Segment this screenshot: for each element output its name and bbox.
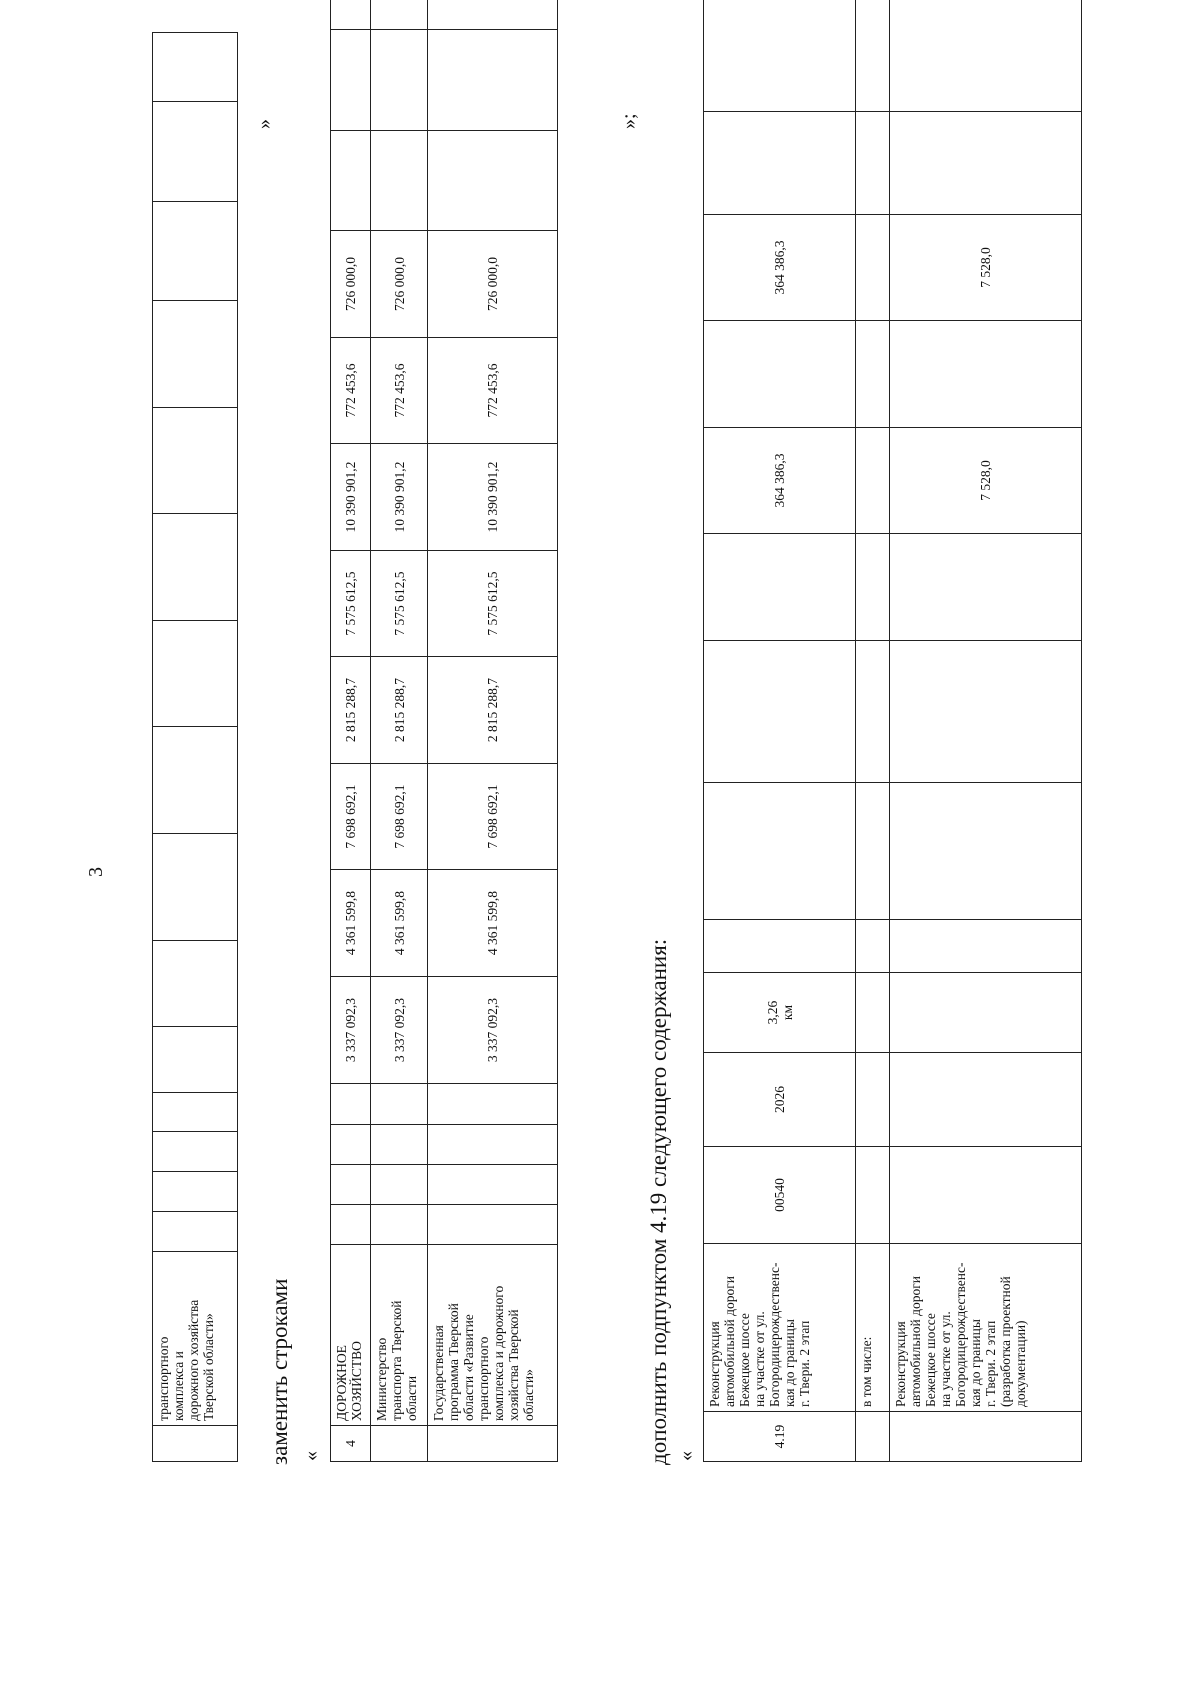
table-row [428,0,558,1462]
value-cell: 364 386,3 [704,428,856,534]
name-line: на участке от ул. [938,1311,953,1407]
name-line: Реконструкция [893,1321,908,1407]
table-previous-tail [152,32,238,1462]
empty-cell [704,920,856,973]
length-value: 3,26 [764,1000,780,1025]
name-cell [371,1245,428,1426]
value-cell: 7 528,0 [890,215,1082,321]
value-cell: 7 575 612,5 [371,551,428,657]
name-line: на участке от ул. [752,1311,767,1407]
value-cell: 10 390 901,2 [331,444,371,551]
empty-cell [428,1205,558,1245]
empty-cell [153,941,238,1027]
name-line: г. Твери. 2 этап [983,1320,998,1407]
name-line: автомобильной дороги [722,1276,737,1407]
value-cell [856,428,890,534]
name-line: дорожного хозяйства [186,1299,201,1421]
value-cell: 4 361 599,8 [331,870,371,977]
code-cell [890,1147,1082,1244]
value-cell [371,0,428,30]
code-cell: 00540 [704,1147,856,1244]
value-cell: 10 390 901,2 [371,444,428,551]
name-line: г. Твери. 2 этап [797,1320,812,1407]
empty-cell [856,321,890,428]
empty-cell [704,534,856,641]
name-line: кая до границы [782,1319,797,1407]
value-cell [428,0,558,30]
number-cell [153,1426,238,1462]
table-row [704,0,856,1462]
value-cell [331,0,371,30]
instruction-add-subitem: дополнить подпунктом 4.19 следующего содержания: [646,938,671,1465]
empty-cell [704,641,856,783]
empty-cell [428,131,558,231]
name-line: хозяйства Тверской [506,1309,521,1421]
row-number [428,1426,558,1462]
length-cell [704,973,856,1053]
name-line: транспорта Тверской [389,1300,404,1421]
opening-quote: « [300,1451,322,1461]
value-cell: 7 698 692,1 [371,764,428,870]
value-cell: 726 000,0 [371,231,428,338]
empty-cell [890,920,1082,973]
value-cell: 726 000,0 [428,231,558,338]
row-number: 4.19 [704,1412,856,1462]
name-line: транспортного [476,1336,491,1421]
empty-cell [371,30,428,131]
name-cell [704,1244,856,1412]
empty-cell [153,1212,238,1252]
year-cell: 2026 [704,1053,856,1147]
empty-cell [153,514,238,621]
empty-cell [704,112,856,215]
value-cell: 772 453,6 [331,338,371,444]
empty-cell [428,1084,558,1125]
empty-cell [153,102,238,202]
value-cell: 3 337 092,3 [371,977,428,1084]
table-row [331,0,371,1462]
value-cell: 3 337 092,3 [331,977,371,1084]
empty-cell [890,321,1082,428]
empty-cell [331,30,371,131]
empty-cell [331,1205,371,1245]
name-cell [153,1252,238,1426]
value-cell [856,215,890,321]
value-cell: 2 815 288,7 [371,657,428,764]
empty-cell [153,301,238,408]
empty-cell [153,1027,238,1093]
empty-cell [371,1205,428,1245]
name-line: Государственная [431,1325,446,1421]
table-row [856,0,890,1462]
empty-cell [856,112,890,215]
empty-cell [856,920,890,973]
empty-cell [153,202,238,301]
empty-cell [856,0,890,112]
value-cell: 2 815 288,7 [428,657,558,764]
code-cell [856,1147,890,1244]
name-line: автомобильной дороги [908,1276,923,1407]
empty-cell [890,534,1082,641]
year-cell [890,1053,1082,1147]
empty-cell [428,30,558,131]
row-number: 4 [331,1426,371,1462]
empty-cell [890,0,1082,112]
empty-cell [153,727,238,834]
closing-quote: » [253,119,275,129]
name-line: Реконструкция [707,1321,722,1407]
empty-cell [153,621,238,727]
empty-cell [153,1132,238,1172]
length-cell [890,973,1082,1053]
name-line: в том числе: [859,1336,874,1407]
empty-cell [704,321,856,428]
name-cell [428,1245,558,1426]
empty-cell [153,1093,238,1132]
empty-cell [153,408,238,514]
row-number [856,1412,890,1462]
value-cell: 2 815 288,7 [331,657,371,764]
value-cell: 772 453,6 [371,338,428,444]
name-cell [331,1245,371,1426]
table-row [890,0,1082,1462]
value-cell: 4 361 599,8 [428,870,558,977]
value-cell: 10 390 901,2 [428,444,558,551]
name-line: Богородицерождественс- [953,1262,968,1407]
value-cell: 3 337 092,3 [428,977,558,1084]
empty-cell [704,0,856,112]
length-unit: км [779,1004,795,1021]
page-number: 3 [85,867,107,877]
value-cell: 364 386,3 [704,215,856,321]
empty-cell [331,1125,371,1165]
name-line: транспортного [156,1336,171,1421]
empty-cell [428,1125,558,1165]
name-line: Министерство [374,1337,389,1421]
name-cell [890,1244,1082,1412]
empty-cell [371,1125,428,1165]
value-cell: 7 528,0 [890,428,1082,534]
length-cell [856,973,890,1053]
empty-cell [153,33,238,102]
name-line: Тверской области» [201,1313,216,1421]
empty-cell [890,641,1082,783]
name-line: (разработка проектной [998,1276,1013,1407]
empty-cell [856,783,890,920]
empty-cell [371,1084,428,1125]
name-line: Бежецкое шоссе [923,1313,938,1407]
name-line: кая до границы [968,1319,983,1407]
empty-cell [890,112,1082,215]
name-line: комплекса и дорожного [491,1285,506,1421]
empty-cell [331,1165,371,1205]
year-cell [856,1053,890,1147]
value-cell: 7 698 692,1 [428,764,558,870]
empty-cell [856,534,890,641]
empty-cell [704,783,856,920]
row-number [371,1426,428,1462]
empty-cell [371,1165,428,1205]
closing-quote-semicolon: »; [618,113,640,129]
empty-cell [371,131,428,231]
table-replacement [330,0,558,1462]
name-line: программа Тверской [446,1303,461,1421]
name-line: области» [521,1369,536,1421]
table-new-subitem [703,0,1082,1462]
name-line: документации) [1013,1320,1028,1407]
name-line: Богородицерождественс- [767,1262,782,1407]
name-line: комплекса и [171,1351,186,1421]
instruction-replace: заменить строками [267,1278,292,1465]
value-cell: 7 575 612,5 [331,551,371,657]
empty-cell [153,834,238,941]
name-line: области [404,1375,419,1421]
empty-cell [331,1084,371,1125]
empty-cell [331,131,371,231]
value-cell: 7 698 692,1 [331,764,371,870]
empty-cell [428,1165,558,1205]
table-row [153,33,238,1462]
table-row [371,0,428,1462]
empty-cell [890,783,1082,920]
value-cell: 726 000,0 [331,231,371,338]
row-number [890,1412,1082,1462]
value-cell: 772 453,6 [428,338,558,444]
empty-cell [856,641,890,783]
name-line: ДОРОЖНОЕ [334,1345,349,1421]
name-cell [856,1244,890,1412]
empty-cell [153,1172,238,1212]
value-cell: 4 361 599,8 [371,870,428,977]
name-line: ХОЗЯЙСТВО [349,1341,364,1421]
opening-quote: « [675,1451,697,1461]
name-line: Бежецкое шоссе [737,1313,752,1407]
name-line: области «Развитие [461,1314,476,1421]
value-cell: 7 575 612,5 [428,551,558,657]
